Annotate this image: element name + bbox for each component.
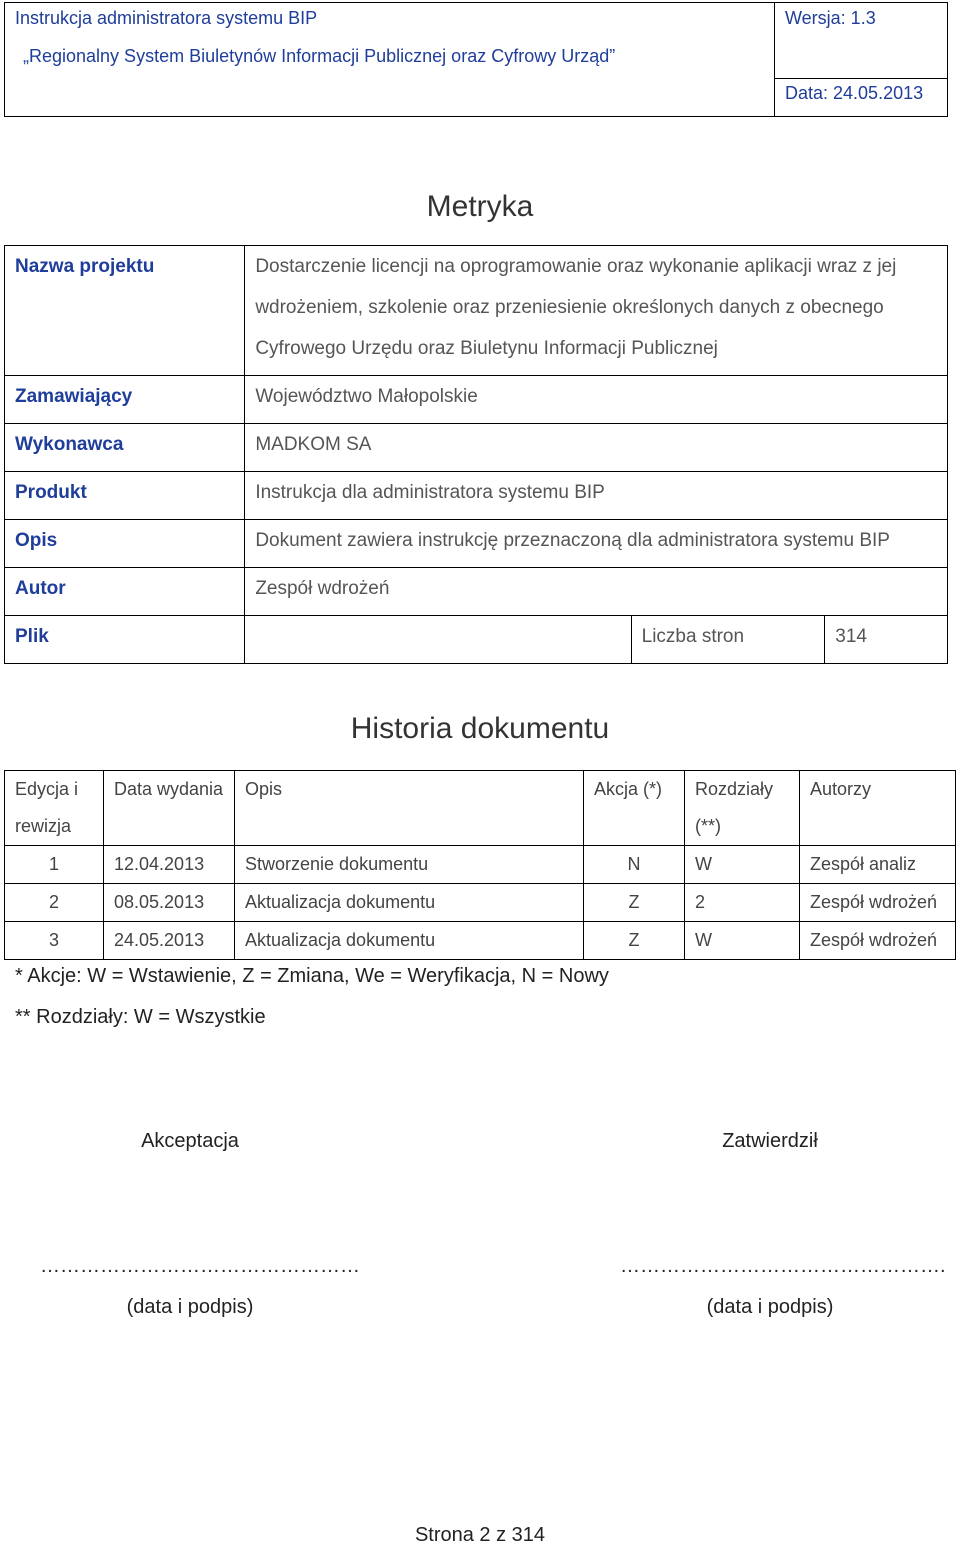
col-rozdzialy: Rozdziały (**) bbox=[685, 771, 800, 846]
approved-date-sign: (data i podpis) bbox=[706, 1296, 834, 1318]
header-doc-title: Instrukcja administratora systemu BIP bbox=[15, 8, 318, 28]
metryka-value: Instrukcja dla administratora systemu BIP bbox=[245, 472, 948, 520]
page-number: Strona 2 z 314 bbox=[414, 1524, 546, 1546]
note-actions: * Akcje: W = Wstawienie, Z = Zmiana, We = Weryfikacja, N = Nowy bbox=[15, 965, 609, 987]
pages-label: Liczba stron bbox=[631, 616, 825, 664]
historia-header-row bbox=[5, 771, 956, 846]
metryka-row bbox=[5, 246, 948, 376]
metryka-row bbox=[5, 424, 948, 472]
metryka-table bbox=[4, 245, 948, 664]
approved-label: Zatwierdził bbox=[722, 1130, 818, 1152]
acceptance-date-sign: (data i podpis) bbox=[126, 1296, 254, 1318]
cell-autorzy: Zespół analiz bbox=[800, 846, 956, 884]
historia-title: Historia dokumentu bbox=[350, 712, 610, 745]
metryka-key: Opis bbox=[5, 520, 245, 568]
cell-rozdzialy: 2 bbox=[685, 884, 800, 922]
col-akcja: Akcja (*) bbox=[584, 771, 685, 846]
header-right-divider bbox=[774, 78, 947, 79]
cell-opis: Aktualizacja dokumentu bbox=[235, 922, 584, 960]
approved-signature-line: …………………………………………. bbox=[620, 1255, 946, 1277]
table-row bbox=[5, 922, 956, 960]
page-header bbox=[4, 2, 948, 117]
cell-akcja: N bbox=[584, 846, 685, 884]
historia-table bbox=[4, 770, 956, 960]
header-divider bbox=[774, 3, 775, 116]
file-label: Plik bbox=[5, 616, 245, 664]
cell-data: 08.05.2013 bbox=[104, 884, 235, 922]
metryka-key: Produkt bbox=[5, 472, 245, 520]
cell-edycja: 1 bbox=[5, 846, 104, 884]
metryka-row bbox=[5, 472, 948, 520]
file-value bbox=[245, 616, 631, 664]
cell-data: 12.04.2013 bbox=[104, 846, 235, 884]
cell-akcja: Z bbox=[584, 884, 685, 922]
cell-rozdzialy: W bbox=[685, 922, 800, 960]
metryka-value: Województwo Małopolskie bbox=[245, 376, 948, 424]
table-row bbox=[5, 884, 956, 922]
col-opis: Opis bbox=[235, 771, 584, 846]
cell-edycja: 2 bbox=[5, 884, 104, 922]
metryka-key: Nazwa projektu bbox=[5, 246, 245, 376]
col-data: Data wydania bbox=[104, 771, 235, 846]
cell-edycja: 3 bbox=[5, 922, 104, 960]
metryka-row bbox=[5, 568, 948, 616]
col-edycja: Edycja i rewizja bbox=[5, 771, 104, 846]
metryka-value: Dokument zawiera instrukcję przeznaczoną dla administratora systemu BIP bbox=[245, 520, 948, 568]
table-row bbox=[5, 846, 956, 884]
metryka-title: Metryka bbox=[426, 190, 534, 223]
acceptance-signature-line: ………………………………………… bbox=[40, 1255, 360, 1277]
metryka-file-row bbox=[5, 616, 948, 664]
cell-akcja: Z bbox=[584, 922, 685, 960]
metryka-key: Autor bbox=[5, 568, 245, 616]
cell-opis: Aktualizacja dokumentu bbox=[235, 884, 584, 922]
metryka-key: Wykonawca bbox=[5, 424, 245, 472]
metryka-value: Zespół wdrożeń bbox=[245, 568, 948, 616]
pages-value: 314 bbox=[825, 616, 948, 664]
col-autorzy: Autorzy bbox=[800, 771, 956, 846]
note-chapters: ** Rozdziały: W = Wszystkie bbox=[15, 1006, 266, 1028]
metryka-value: MADKOM SA bbox=[245, 424, 948, 472]
metryka-value: Dostarczenie licencji na oprogramowanie oraz wykonanie aplikacji wraz z jej wdrożeniem, szkolenie oraz przeniesienie określonych danych z obecnego Cyfrowego Urzędu oraz Biuletynu Informacji Publicznej bbox=[245, 246, 948, 376]
cell-opis: Stworzenie dokumentu bbox=[235, 846, 584, 884]
metryka-key: Zamawiający bbox=[5, 376, 245, 424]
cell-rozdzialy: W bbox=[685, 846, 800, 884]
metryka-row bbox=[5, 376, 948, 424]
metryka-row bbox=[5, 520, 948, 568]
acceptance-label: Akceptacja bbox=[141, 1130, 239, 1152]
cell-data: 24.05.2013 bbox=[104, 922, 235, 960]
cell-autorzy: Zespół wdrożeń bbox=[800, 922, 956, 960]
header-system-name: „Regionalny System Biuletynów Informacji Publicznej oraz Cyfrowy Urząd” bbox=[23, 46, 616, 66]
header-date: Data: 24.05.2013 bbox=[785, 83, 924, 103]
header-version: Wersja: 1.3 bbox=[785, 8, 876, 28]
cell-autorzy: Zespół wdrożeń bbox=[800, 884, 956, 922]
